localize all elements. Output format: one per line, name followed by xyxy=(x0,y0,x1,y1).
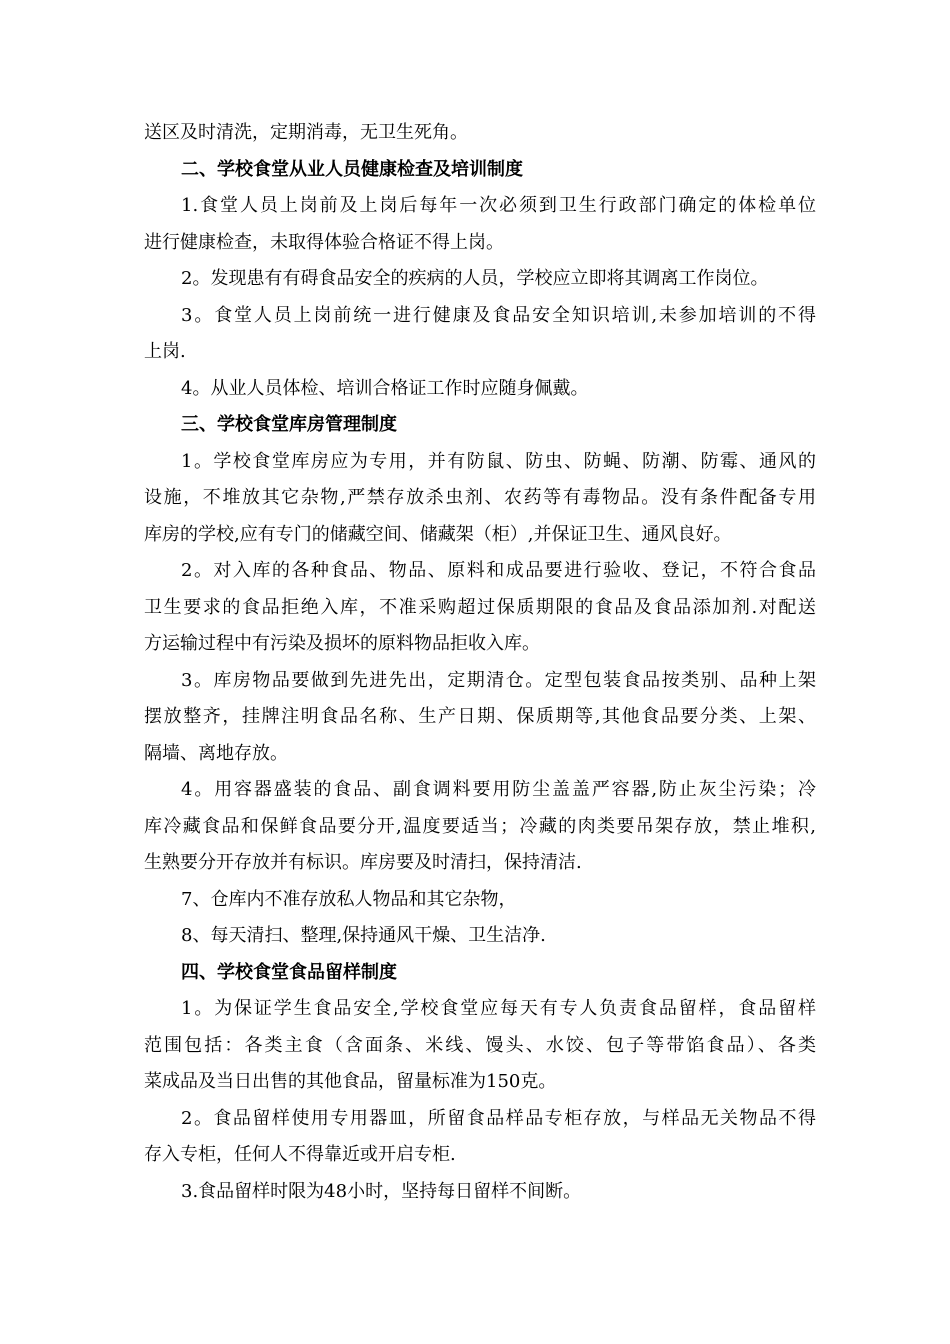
text-line: 菜成品及当日出售的其他食品，留量标准为150克。 xyxy=(144,1071,557,1092)
text-line: 生熟要分开存放并有标识。库房要及时清扫，保持清洁. xyxy=(144,852,582,873)
section-heading: 三、学校食堂库房管理制度 xyxy=(181,414,397,435)
text-line: 库冷藏食品和保鲜食品要分开,温度要适当；冷藏的肉类要吊架存放，禁止堆积, xyxy=(144,815,816,837)
text-line: 设施，不堆放其它杂物,严禁存放杀虫剂、农药等有毒物品。没有条件配备专用 xyxy=(144,487,816,508)
text-line: 1.食堂人员上岗前及上岗后每年一次必须到卫生行政部门确定的体检单位 xyxy=(181,195,816,216)
text-line: 上岗. xyxy=(144,341,186,362)
text-line: 存入专柜，任何人不得靠近或开启专柜. xyxy=(144,1144,456,1165)
text-line: 2。对入库的各种食品、物品、原料和成品要进行验收、登记，不符合食品 xyxy=(181,560,816,581)
document-body xyxy=(144,115,816,1210)
text-line: 8、每天清扫、整理,保持通风干燥、卫生洁净. xyxy=(181,925,546,946)
text-line: 摆放整齐，挂牌注明食品名称、生产日期、保质期等,其他食品要分类、上架、 xyxy=(144,706,816,727)
text-line: 3.食品留样时限为48小时，坚持每日留样不间断。 xyxy=(181,1180,582,1202)
text-line: 2。食品留样使用专用器皿，所留食品样品专柜存放，与样品无关物品不得 xyxy=(181,1107,816,1129)
text-line: 4。用容器盛装的食品、副食调料要用防尘盖盖严容器,防止灰尘污染；冷 xyxy=(181,779,816,800)
text-line: 隔墙、离地存放。 xyxy=(144,742,288,764)
text-line: 1。学校食堂库房应为专用，并有防鼠、防虫、防蝇、防潮、防霉、通风的 xyxy=(181,450,816,472)
section-heading: 四、学校食堂食品留样制度 xyxy=(181,961,397,983)
text-line: 范围包括：各类主食（含面条、米线、馒头、水饺、包子等带馅食品）、各类 xyxy=(144,1034,816,1056)
text-line: 3。食堂人员上岗前统一进行健康及食品安全知识培训,未参加培训的不得 xyxy=(181,304,816,326)
text-line: 7、仓库内不准存放私人物品和其它杂物， xyxy=(181,888,517,910)
text-line: 进行健康检查，未取得体验合格证不得上岗。 xyxy=(144,231,504,253)
text-line: 2。发现患有有碍食品安全的疾病的人员，学校应立即将其调离工作岗位。 xyxy=(181,268,769,289)
section-heading: 二、学校食堂从业人员健康检查及培训制度 xyxy=(181,158,523,180)
text-line: 方运输过程中有污染及损坏的原料物品拒收入库。 xyxy=(144,633,540,654)
text-line: 送区及时清洗，定期消毒，无卫生死角。 xyxy=(144,122,468,143)
text-line: 3。库房物品要做到先进先出，定期清仓。定型包装食品按类别、品种上架 xyxy=(181,669,816,691)
text-line: 1。为保证学生食品安全,学校食堂应每天有专人负责食品留样，食品留样 xyxy=(181,998,816,1019)
text-line: 卫生要求的食品拒绝入库，不准采购超过保质期限的食品及食品添加剂.对配送 xyxy=(144,596,816,618)
text-line: 库房的学校,应有专门的储藏空间、储藏架（柜）,并保证卫生、通风良好。 xyxy=(144,523,732,545)
text-line: 4。从业人员体检、培训合格证工作时应随身佩戴。 xyxy=(181,377,589,399)
